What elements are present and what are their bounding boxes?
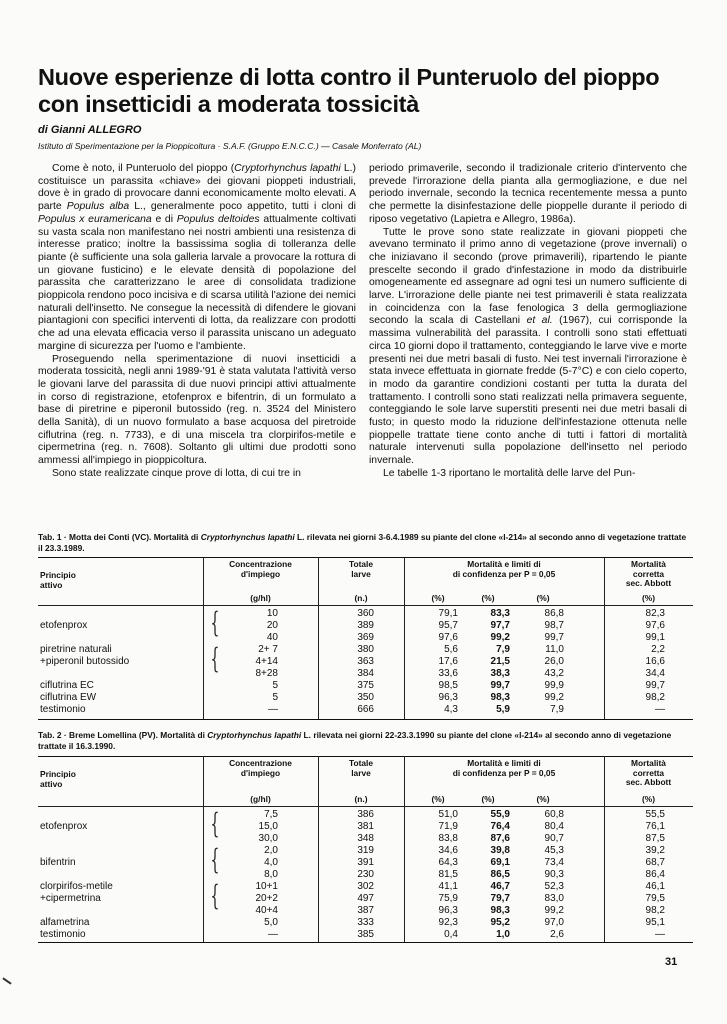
header-totale-unit: (n.)	[354, 593, 368, 603]
row-concentrazione: —	[268, 929, 278, 940]
row-concentrazione: 20+2	[255, 893, 278, 904]
row-mortality: 95,2	[490, 917, 510, 928]
column-rule	[203, 756, 204, 942]
row-principio: bifentrin	[40, 857, 76, 868]
row-concentrazione: 15,0	[258, 821, 278, 832]
row-concentrazione: 2,0	[264, 845, 278, 856]
row-limit-low: 98,5	[438, 680, 458, 691]
header-principio: Principio attivo	[40, 570, 76, 590]
row-totale: 666	[357, 704, 374, 715]
header-pct-0: (%)	[431, 593, 445, 603]
row-abbott: 86,4	[645, 869, 665, 880]
row-totale: 385	[357, 929, 374, 940]
grouping-brace: {	[210, 642, 220, 675]
table-header-rule	[38, 605, 693, 606]
row-principio: +piperonil butossido	[40, 656, 130, 667]
row-mortality: 46,7	[490, 881, 510, 892]
row-principio: testimonio	[40, 704, 86, 715]
row-limit-high: 52,3	[544, 881, 564, 892]
row-mortality: 97,7	[490, 620, 510, 631]
header-mortalita: Mortalità e limiti di di confidenza per P = 0,05	[452, 758, 556, 778]
row-totale: 302	[357, 881, 374, 892]
row-totale: 391	[357, 857, 374, 868]
table-bottom-rule	[38, 942, 693, 943]
row-limit-low: 81,5	[438, 869, 458, 880]
row-limit-low: 41,1	[438, 881, 458, 892]
row-mortality: 1,0	[496, 929, 510, 940]
row-abbott: 98,2	[645, 905, 665, 916]
row-limit-high: 60,8	[544, 809, 564, 820]
column-rule	[203, 557, 204, 719]
row-limit-low: 4,3	[444, 704, 458, 715]
row-limit-high: 99,2	[544, 905, 564, 916]
column-rule	[404, 557, 405, 719]
row-concentrazione: 5,0	[264, 917, 278, 928]
row-limit-high: 7,9	[550, 704, 564, 715]
row-limit-low: 5,6	[444, 644, 458, 655]
header-pct-1: (%)	[481, 593, 495, 603]
row-principio: etofenprox	[40, 821, 88, 832]
row-principio: etofenprox	[40, 620, 88, 631]
row-principio: testimonio	[40, 929, 86, 940]
row-totale: 381	[357, 821, 374, 832]
header-totale: Totale larve	[348, 559, 374, 579]
scan-mark	[2, 977, 11, 984]
header-concentrazione: Concentrazione d'impiego	[229, 758, 292, 778]
row-mortality: 87,6	[490, 833, 510, 844]
row-mortality: 5,9	[496, 704, 510, 715]
table-1	[38, 557, 693, 722]
column-rule	[318, 557, 319, 719]
row-limit-high: 86,8	[544, 608, 564, 619]
row-limit-high: 83,0	[544, 893, 564, 904]
grouping-brace: {	[210, 807, 220, 840]
row-limit-low: 0,4	[444, 929, 458, 940]
grouping-brace: {	[210, 843, 220, 876]
row-limit-high: 90,3	[544, 869, 564, 880]
row-concentrazione: 8+28	[255, 668, 278, 679]
table1-caption: Tab. 1 · Motta dei Conti (VC). Mortalità di Cryptorhynchus lapathi L. rilevata nei giorni 3-6.4.1989 su piante del clone «I-214» al secondo anno di vegetazione trattate il 23.3.1989.	[38, 532, 687, 553]
page-number: 31	[665, 956, 678, 968]
row-limit-high: 43,2	[544, 668, 564, 679]
row-mortality: 83,3	[490, 608, 510, 619]
row-limit-low: 92,3	[438, 917, 458, 928]
row-concentrazione: 4,0	[264, 857, 278, 868]
row-abbott: 99,7	[645, 680, 665, 691]
row-concentrazione: 5	[272, 680, 278, 691]
header-abbott-unit: (%)	[641, 794, 656, 804]
column-rule	[318, 756, 319, 942]
row-abbott: 98,2	[645, 692, 665, 703]
row-principio: piretrine naturali	[40, 644, 112, 655]
table-2	[38, 756, 693, 944]
row-concentrazione: 40	[266, 632, 278, 643]
row-limit-high: 45,3	[544, 845, 564, 856]
grouping-brace: {	[210, 606, 220, 639]
row-limit-low: 95,7	[438, 620, 458, 631]
row-limit-low: 96,3	[438, 905, 458, 916]
row-limit-high: 2,6	[550, 929, 564, 940]
header-totale-unit: (n.)	[354, 794, 368, 804]
row-limit-low: 64,3	[438, 857, 458, 868]
row-totale: 380	[357, 644, 374, 655]
row-mortality: 39,8	[490, 845, 510, 856]
row-principio: ciflutrina EC	[40, 680, 94, 691]
row-mortality: 99,2	[490, 632, 510, 643]
row-abbott: 97,6	[645, 620, 665, 631]
column-rule	[404, 756, 405, 942]
header-abbott: Mortalità corretta sec. Abbott	[625, 758, 672, 787]
row-concentrazione: 10+1	[255, 881, 278, 892]
row-limit-high: 80,4	[544, 821, 564, 832]
row-limit-low: 96,3	[438, 692, 458, 703]
row-limit-low: 17,6	[438, 656, 458, 667]
row-totale: 350	[357, 692, 374, 703]
row-limit-low: 71,9	[438, 821, 458, 832]
row-abbott: 46,1	[645, 881, 665, 892]
row-mortality: 21,5	[490, 656, 510, 667]
row-totale: 389	[357, 620, 374, 631]
row-concentrazione: 2+ 7	[258, 644, 278, 655]
row-principio: +cipermetrina	[40, 893, 101, 904]
row-abbott: 95,1	[645, 917, 665, 928]
row-concentrazione: 10	[266, 608, 278, 619]
header-abbott-unit: (%)	[641, 593, 656, 603]
row-totale: 333	[357, 917, 374, 928]
row-concentrazione: 5	[272, 692, 278, 703]
row-concentrazione: 4+14	[255, 656, 278, 667]
table-header-rule	[38, 806, 693, 807]
row-mortality: 98,3	[490, 905, 510, 916]
row-totale: 230	[357, 869, 374, 880]
row-limit-high: 26,0	[544, 656, 564, 667]
row-limit-high: 98,7	[544, 620, 564, 631]
row-abbott: 16,6	[645, 656, 665, 667]
header-principio: Principio attivo	[40, 769, 76, 789]
row-totale: 375	[357, 680, 374, 691]
header-totale: Totale larve	[348, 758, 374, 778]
row-mortality: 69,1	[490, 857, 510, 868]
row-principio: alfametrina	[40, 917, 90, 928]
row-principio: clorpirifos-metile	[40, 881, 113, 892]
row-concentrazione: 20	[266, 620, 278, 631]
row-limit-high: 90,7	[544, 833, 564, 844]
row-limit-high: 73,4	[544, 857, 564, 868]
row-totale: 384	[357, 668, 374, 679]
header-conc-unit: (g/hl)	[250, 794, 271, 804]
row-limit-low: 34,6	[438, 845, 458, 856]
row-abbott: 82,3	[645, 608, 665, 619]
row-mortality: 38,3	[490, 668, 510, 679]
row-mortality: 76,4	[490, 821, 510, 832]
row-concentrazione: 8,0	[264, 869, 278, 880]
row-limit-low: 79,1	[438, 608, 458, 619]
row-totale: 363	[357, 656, 374, 667]
row-abbott: 76,1	[645, 821, 665, 832]
grouping-brace: {	[210, 879, 220, 912]
row-concentrazione: —	[268, 704, 278, 715]
header-mortalita: Mortalità e limiti di di confidenza per P = 0,05	[452, 559, 556, 579]
body-column-left: Come è noto, il Punteruolo del pioppo (Cryptorhynchus lapathi L.) costituisce un parassita «chiave» dei giovani pioppeti industriali, dove è in grado di provocare danni economicamente molto elevati. A parte Populus alba L., generalmente poco appetito, tutti i cloni di Populus x euramericana e di Populus deltoides attualmente coltivati su vasta scala non manifestano nei nostri ambienti una resistenza di interesse pratico; inoltre la bassissima soglia di tolleranza delle piante (è sufficiente una sola galleria larvale a provocare la rottura di un giovane fusticino) e le elevate densità di popolazione del parassita che caratterizzano le aree di consolidata tradizione pioppicola rendono poco incisiva e di scarsa utilità l'azione dei nemici naturali dell'insetto. Ne consegue la necessità di difendere le giovani piantagioni con specifici interventi di lotta, da realizzare con prodotti che ad una elevata efficacia verso il parassita uniscano un adeguato margine di sicurezza per l'uomo e l'ambiente. Proseguendo nella sperimentazione di nuovi insetticidi a moderata tossicità, negli anni 1989-'91 è stata valutata l'attività verso le giovani larve del parassita di due nuovi principi attivi attualmente in corso di registrazione, etofenprox e bifentrin, di un formulato a base di piretrine e piperonil butossido (reg. n. 3524 del Ministero della Sanità), di un nuovo formulato a base acquosa del piretroide ciflutrina (reg. n. 7733), e di una miscela tra clorpirifos-metile e cipermetrina (reg. n. 7608). Soltanto gli ultimi due prodotti sono ammessi all'impiego in pioppicoltura. Sono state realizzate cinque prove di lotta, di cui tre in	[38, 163, 357, 479]
row-totale: 497	[357, 893, 374, 904]
header-concentrazione: Concentrazione d'impiego	[229, 559, 292, 579]
row-limit-low: 97,6	[438, 632, 458, 643]
row-totale: 348	[357, 833, 374, 844]
row-limit-low: 75,9	[438, 893, 458, 904]
row-abbott: 55,5	[645, 809, 665, 820]
table-bottom-rule	[38, 719, 693, 720]
row-totale: 369	[357, 632, 374, 643]
row-abbott: 39,2	[645, 845, 665, 856]
title-line-2: con insetticidi a moderata tossicità	[38, 91, 419, 117]
header-conc-unit: (g/hl)	[250, 593, 271, 603]
table-top-rule	[38, 756, 693, 757]
row-abbott: 68,7	[645, 857, 665, 868]
row-limit-low: 33,6	[438, 668, 458, 679]
row-abbott: 87,5	[645, 833, 665, 844]
row-limit-low: 51,0	[438, 809, 458, 820]
author: di Gianni ALLEGRO	[38, 124, 142, 136]
body-column-right: periodo primaverile, secondo il tradizionale criterio d'intervento che prevede l'irrorazione della pianta alla germogliazione, e due nel periodo invernale, secondo la tecnica recentemente messa a punto che permette la disinfestazione delle pioppelle durante il periodo di riposo vegetativo (Lapietra e Allegro, 1986a). Tutte le prove sono state realizzate in giovani pioppeti che avevano terminato il primo anno di vegetazione (prove invernali) o che iniziavano il secondo (prove primaverili), ripartendo le piante prescelte secondo il grado d'infestazione in modo da distribuirle omogeneamente ed assegnare ad ogni tesi un numero sufficiente di larve. L'irrorazione delle piante nei test primaverili è stata realizzata in coincidenza con la fase fenologica 3 della germogliazione secondo la scala di Castellani et al. (1967), cui corrisponde la massima vulnerabilità del parassita. I controlli sono stati effettuati circa 10 giorni dopo il trattamento, conteggiando le larve vive e morte presenti nei due metri basali di fusto. Nei test invernali l'irrorazione è stata invece effettuata in giornate fredde (5-7°C) e con cielo coperto, in modo da garantire condizioni costanti per tutta la durata del trattamento. I controlli sono stati realizzati nella primavera seguente, conteggiando le sole larve superstiti presenti nei due metri basali di fusto; in questo modo la riduzione dell'infestazione ottenuta nelle pioppelle trattate tiene conto anche di tutti i fattori di mortalità naturale intervenuti sulla popolazione dell'insetto nel periodo invernale. Le tabelle 1-3 riportano le mortalità delle larve del Pun-	[369, 163, 688, 479]
row-mortality: 86,5	[490, 869, 510, 880]
row-abbott: 2,2	[651, 644, 665, 655]
row-limit-high: 11,0	[545, 644, 564, 655]
header-pct-2: (%)	[536, 593, 550, 603]
header-abbott: Mortalità corretta sec. Abbott	[625, 559, 672, 588]
row-abbott: —	[655, 929, 665, 940]
table2-caption: Tab. 2 · Breme Lomellina (PV). Mortalità di Cryptorhynchus lapathi L. rilevata nei giorni 22-23.3.1990 su piante del clone «I-214» al secondo anno di vegetazione trattate il 16.3.1990.	[38, 730, 672, 751]
row-totale: 360	[357, 608, 374, 619]
row-limit-low: 83,8	[438, 833, 458, 844]
row-mortality: 98,3	[490, 692, 510, 703]
row-mortality: 79,7	[490, 893, 510, 904]
header-pct-2: (%)	[536, 794, 550, 804]
row-limit-high: 99,9	[544, 680, 564, 691]
header-pct-1: (%)	[481, 794, 495, 804]
table-top-rule	[38, 557, 693, 558]
row-totale: 319	[357, 845, 374, 856]
row-concentrazione: 30,0	[258, 833, 278, 844]
article-title	[38, 64, 698, 118]
row-mortality: 55,9	[490, 809, 510, 820]
row-abbott: 99,1	[645, 632, 665, 643]
affiliation: Istituto di Sperimentazione per la Pioppicoltura · S.A.F. (Gruppo E.N.C.C.) — Casale Monferrato (AL)	[38, 141, 422, 151]
row-concentrazione: 7,5	[264, 809, 278, 820]
row-mortality: 7,9	[496, 644, 510, 655]
row-abbott: 34,4	[645, 668, 665, 679]
row-concentrazione: 40+4	[255, 905, 278, 916]
row-principio: ciflutrina EW	[40, 692, 97, 703]
title-line-1: Nuove esperienze di lotta contro il Punteruolo del pioppo	[38, 64, 660, 90]
header-pct-0: (%)	[431, 794, 445, 804]
row-mortality: 99,7	[490, 680, 510, 691]
row-limit-high: 99,7	[544, 632, 564, 643]
row-totale: 386	[357, 809, 374, 820]
row-limit-high: 99,2	[544, 692, 564, 703]
row-limit-high: 97,0	[544, 917, 564, 928]
row-abbott: 79,5	[645, 893, 665, 904]
row-abbott: —	[655, 704, 665, 715]
row-totale: 387	[357, 905, 374, 916]
